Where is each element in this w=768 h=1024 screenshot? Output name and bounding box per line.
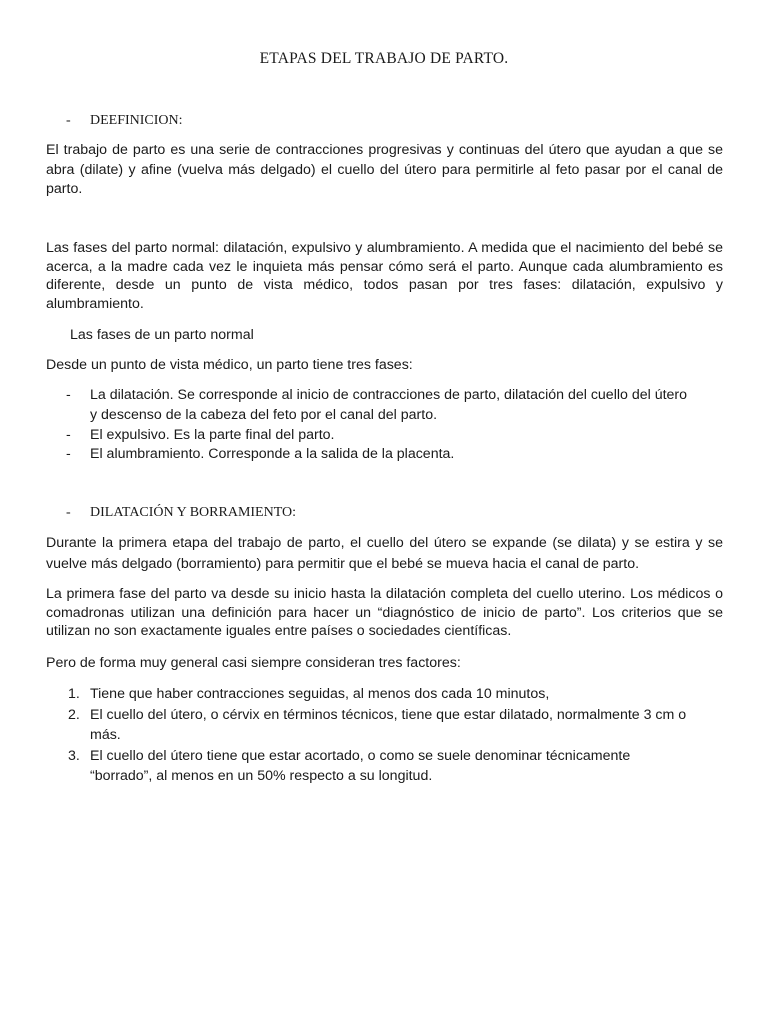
list-item [66, 445, 706, 465]
list-item-text: Tiene que haber contracciones seguidas, al menos dos cada 10 minutos, [90, 686, 550, 702]
list-item [66, 684, 726, 705]
paragraph-first-stage: Durante la primera etapa del trabajo de parto, el cuello del útero se expande (se dilata) y se estira y se vuelve más delgado (borramiento) para permitir que el bebé se mueva hacia el canal de parto. [46, 535, 723, 572]
factors-list [66, 684, 726, 787]
paragraph-three-phases: Desde un punto de vista médico, un parto tiene tres fases: [46, 357, 413, 373]
document-title: ETAPAS DEL TRABAJO DE PARTO. [259, 50, 509, 67]
list-number: 1. [68, 686, 80, 702]
heading-text: DILATACIÓN Y BORRAMIENTO: [90, 505, 297, 520]
list-bullet: - [66, 387, 71, 403]
paragraph-three-factors: Pero de forma muy general casi siempre consideran tres factores: [46, 655, 461, 671]
heading-text: DEEFINICION: [90, 113, 183, 128]
list-bullet: - [66, 426, 71, 443]
list-item-text: El alumbramiento. Corresponde a la salida de la placenta. [90, 446, 455, 463]
list-item-text: El cuello del útero tiene que estar acortado, o como se suele denominar técnicamente “borrado”, al menos en un 50% respecto a su longitud. [90, 747, 631, 784]
subheading-phases: Las fases de un parto normal [70, 327, 254, 343]
list-item [66, 705, 720, 746]
section-heading-dilatacion [66, 505, 296, 521]
heading-bullet: - [66, 505, 71, 520]
list-item-text: El cuello del útero, o cérvix en términos técnicos, tiene que estar dilatado, normalmente 3 cm o más. [90, 706, 687, 743]
section-heading-definicion [66, 113, 183, 129]
list-item-text: El expulsivo. Es la parte final del parto. [90, 426, 335, 443]
paragraph-first-phase: La primera fase del parto va desde su inicio hasta la dilatación completa del cuello uterino. Los médicos o comadronas utilizan una definición para hacer un “diagnóstico de inicio de parto”. Los criterios que se utilizan no son exactamente iguales entre países o sociedades científicas. [46, 586, 723, 639]
list-number: 2. [68, 706, 80, 723]
paragraph-definition: El trabajo de parto es una serie de contracciones progresivas y continuas del útero que ayudan a que se abra (dilate) y afine (vuelva más delgado) el cuello del útero para permitirle al feto pasar por el canal de parto. [46, 142, 723, 197]
list-item [66, 386, 690, 426]
paragraph-phases-intro: Las fases del parto normal: dilatación, expulsivo y alumbramiento. A medida que el nacimiento del bebé se acerca, a la madre cada vez le inquieta más pensar cómo será el parto. Aunque cada alumbramiento es diferente, desde un punto de vista médico, todos pasan por tres fases: dilatación, expulsivo y alumbramiento. [46, 240, 723, 312]
list-item [66, 746, 690, 787]
list-number: 3. [68, 747, 80, 764]
list-item [66, 426, 706, 446]
phases-list [66, 386, 706, 465]
heading-bullet: - [66, 113, 71, 128]
list-bullet: - [66, 446, 71, 463]
list-item-text: La dilatación. Se corresponde al inicio de contracciones de parto, dilatación del cuello del útero y descenso de la cabeza del feto por el canal del parto. [90, 387, 688, 423]
